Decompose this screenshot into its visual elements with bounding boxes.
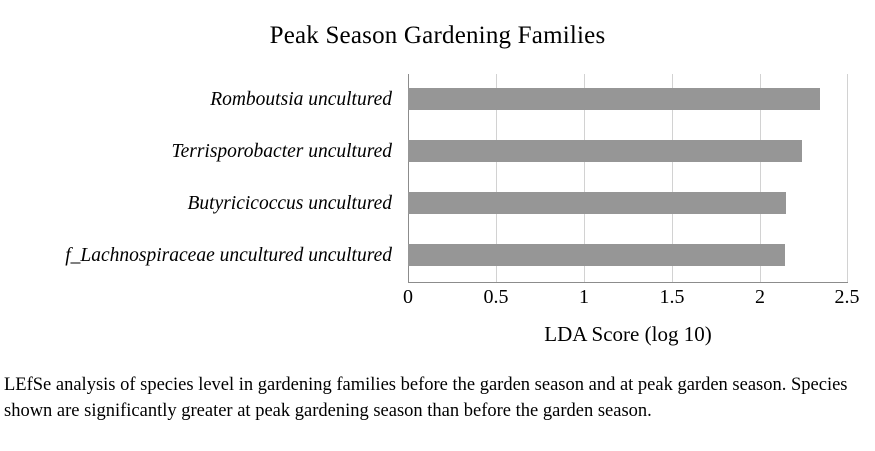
bars-group [408,74,848,282]
x-axis-title: LDA Score (log 10) [544,322,712,346]
bar-lachnospiraceae-uncultured-uncultured [408,244,785,266]
xtick-label: 0 [403,286,413,308]
page-title: Peak Season Gardening Families [269,22,606,49]
figure-caption: LEfSe analysis of species level in gardening families before the garden season and at peak garden season. Species shown are significantly greater at peak gardening season than before the garden season. [4,375,848,422]
xtick-label: 0.5 [483,286,509,308]
xtick-label: 2.5 [834,286,860,308]
bar-row [408,74,848,126]
xtick-label: 1.5 [659,286,685,308]
category-label: Romboutsia uncultured [210,89,392,110]
category-label: Butyricicoccus uncultured [187,193,392,214]
xtick-label: 2 [755,286,765,308]
x-axis-line [408,282,848,283]
bar-romboutsia-uncultured [408,88,820,110]
bar-butyricicoccus-uncultured [408,192,786,214]
bar-terrisporobacter-uncultured [408,140,802,162]
xtick-label: 1 [579,286,589,308]
bar-row [408,230,848,282]
category-axis-labels [0,74,400,282]
category-label: f_Lachnospiraceae uncultured uncultured [65,245,392,266]
bar-row [408,126,848,178]
category-label: Terrisporobacter uncultured [171,141,392,162]
x-axis-tick-labels [403,286,860,312]
bar-row [408,178,848,230]
plot-area [408,74,848,282]
